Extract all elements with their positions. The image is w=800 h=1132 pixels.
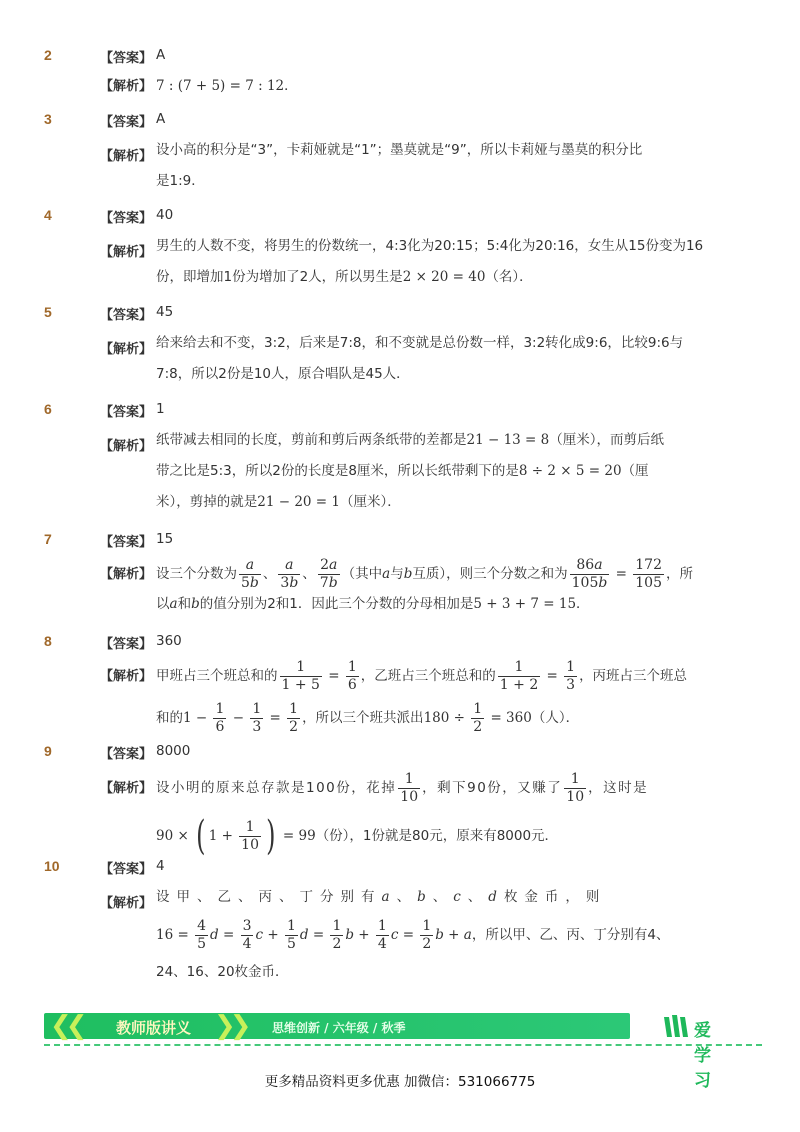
answer-tag: 【答案】 bbox=[100, 637, 153, 652]
analysis-text: ，所 bbox=[665, 565, 693, 582]
analysis-text: （其中 bbox=[341, 565, 383, 582]
answer-value: 8000 bbox=[156, 743, 191, 759]
math-expression: 21 − 20 = 1 bbox=[257, 494, 340, 510]
answer-tag: 【答案】 bbox=[100, 211, 153, 226]
brand-name: 爱学习 bbox=[694, 1021, 711, 1091]
analysis: 【解析】 7 : (7 + 5) = 7 : 12 ． bbox=[156, 71, 768, 102]
answer-value: 4 bbox=[156, 858, 165, 874]
analysis-text: 米），剪掉的就是 bbox=[156, 494, 258, 510]
analysis-tag: 【解析】 bbox=[100, 342, 153, 357]
analysis: 【解析】 设小明的原来总存款是100份，花掉 $\frac{1}{10}$ ，剩下90份，又赚了 $\frac{1}{10}$ ，这时是 90 × ( 1 + $\frac{1}{10}$ ) = 99 （份），1份就是80元，原来有8000元． bbox=[100, 770, 649, 859]
fraction: $\frac{a}{5b}$ bbox=[241, 556, 259, 591]
fraction: $\frac{1}{10}$ bbox=[566, 770, 585, 805]
question-number: 10 bbox=[44, 858, 60, 874]
answer-value: A bbox=[156, 111, 166, 127]
separator: 、 bbox=[302, 565, 316, 582]
brand-logo-icon bbox=[662, 1013, 692, 1039]
fraction: $\frac{1}{1 + 5}$ bbox=[281, 658, 320, 693]
fraction: $\frac{1}{2}$ bbox=[289, 700, 299, 735]
left-paren: ( bbox=[196, 813, 206, 859]
answer-value: 360 bbox=[156, 633, 182, 649]
question-number: 7 bbox=[44, 531, 52, 547]
answer-value: 45 bbox=[156, 304, 174, 320]
analysis-text: 设甲、乙、丙、丁分别有 bbox=[156, 889, 382, 905]
analysis-tag: 【解析】 bbox=[100, 149, 153, 164]
analysis: 【解析】 设甲、乙、丙、丁分别有 a 、 b 、 c 、 d 枚金币，则 16 = $\frac{4}{5}$ d = $\frac{3}{4}$ c + $\frac{1}{5}$ d = $\frac{1}{2}$ b + $\frac{1}{4}$ c = $\frac{1}{2}$ b + a ，所以甲、乙、丙、丁分别有4、 24、16、20枚金币． bbox=[156, 882, 768, 988]
answer-value: 40 bbox=[156, 207, 174, 223]
math-expression: 2 × 20 = 40 bbox=[402, 269, 486, 285]
fraction: $\frac{172}{105}$ bbox=[635, 556, 662, 591]
analysis-text: ，这时是 bbox=[588, 779, 649, 796]
analysis-text: 枚金币，则 bbox=[503, 889, 607, 905]
analysis-text: 带之比是5:3，所以2份的长度是8厘米，所以长纸带剩下的是 bbox=[156, 463, 519, 479]
answer-value: 1 bbox=[156, 401, 165, 417]
analysis-tag: 【解析】 bbox=[100, 896, 153, 911]
analysis-line: 男生的人数不变，将男生的份数统一，4:3化为20:15；5:4化为20:16，女生从15份变为16 bbox=[156, 238, 704, 254]
analysis: 【解析】 设三个分数为 $\frac{a}{5b}$ 、 $\frac{a}{3b}$ 、 $\frac{2a}{7b}$ （其中 a 与 b 互质），则三个分数之和为 $\frac{86a}{105b}$ = $\frac{172}{105}$ ，所 以 a 和 b 的值分别为2和1．因此三个分数的分母相加是 5 + 3 + 7 = 15 ． bbox=[156, 551, 768, 620]
analysis-tag: 【解析】 bbox=[100, 669, 153, 684]
analysis bbox=[100, 328, 768, 390]
fraction: $\frac{a}{3b}$ bbox=[280, 556, 299, 591]
math-expression: 8 ÷ 2 × 5 = 20 bbox=[518, 463, 622, 479]
analysis-text: ，所以甲、乙、丙、丁分别有4、 bbox=[471, 926, 670, 943]
fraction: $\frac{1}{4}$ bbox=[377, 917, 387, 952]
banner-subtitle: 思维创新 / 六年级 / 秋季 bbox=[272, 1021, 406, 1035]
answer-tag: 【答案】 bbox=[100, 862, 153, 877]
answer-tag: 【答案】 bbox=[100, 51, 153, 66]
fraction: $\frac{1}{2}$ bbox=[332, 917, 342, 952]
analysis-text: ，乙班占三个班总和的 bbox=[360, 667, 496, 684]
analysis-tag: 【解析】 bbox=[100, 245, 153, 260]
analysis-line: 是1:9． bbox=[156, 173, 205, 189]
analysis-text: （厘米）． bbox=[339, 494, 401, 510]
analysis bbox=[100, 135, 768, 197]
math-expression: 21 − 13 = 8 bbox=[466, 432, 550, 448]
contact-note: 更多精品资料更多优惠 加微信：531066775 bbox=[264, 1074, 536, 1090]
analysis-text: ． bbox=[576, 596, 590, 612]
analysis-text: （人）． bbox=[531, 709, 580, 726]
fraction: $\frac{3}{4}$ bbox=[242, 917, 252, 952]
analysis bbox=[100, 231, 768, 293]
fraction: $\frac{1}{1 + 2}$ bbox=[499, 658, 539, 693]
analysis-tag: 【解析】 bbox=[100, 781, 153, 796]
analysis-text: （厘 bbox=[621, 463, 649, 479]
answer-tag: 【答案】 bbox=[100, 535, 153, 550]
analysis-tag: 【解析】 bbox=[100, 567, 153, 582]
analysis-text: 甲班占三个班总和的 bbox=[156, 667, 278, 684]
analysis-text: 纸带减去相同的长度，剪前和剪后两条纸带的差都是 bbox=[156, 432, 467, 448]
chevrons-left-icon: ❮❮ bbox=[50, 1011, 82, 1041]
question-number: 6 bbox=[44, 401, 52, 417]
analysis-text: 设小明的原来总存款是100份，花掉 bbox=[156, 779, 397, 796]
math-expression: 5 + 3 + 7 = 15 bbox=[473, 596, 577, 612]
banner-title: 教师版讲义 bbox=[116, 1019, 192, 1037]
question-number: 8 bbox=[44, 633, 52, 649]
chevrons-right-icon: ❯❯ bbox=[214, 1011, 246, 1041]
right-paren: ) bbox=[266, 813, 276, 859]
answer-tag: 【答案】 bbox=[100, 115, 153, 130]
fraction: $\frac{1}{6}$ bbox=[215, 700, 225, 735]
fraction: $\frac{1}{6}$ bbox=[347, 658, 357, 693]
fraction: $\frac{1}{2}$ bbox=[473, 700, 483, 735]
fraction: $\frac{1}{5}$ bbox=[286, 917, 296, 952]
analysis-text: 以 bbox=[156, 596, 170, 612]
fraction: $\frac{1}{3}$ bbox=[566, 658, 576, 693]
fraction: $\frac{1}{10}$ bbox=[241, 818, 259, 853]
analysis-text: 互质），则三个分数之和为 bbox=[412, 565, 568, 582]
analysis-text: （厘米），而剪后纸 bbox=[549, 432, 664, 448]
analysis bbox=[100, 425, 768, 518]
banner-bar bbox=[44, 1013, 630, 1039]
analysis-line: 设小高的积分是“3”，卡莉娅就是“1”；墨莫就是“9”，所以卡莉娅与墨莫的积分比 bbox=[156, 142, 643, 158]
fraction: $\frac{2a}{7b}$ bbox=[319, 556, 338, 591]
analysis-text: 的值分别为2和1．因此三个分数的分母相加是 bbox=[199, 596, 474, 612]
question-number: 5 bbox=[44, 304, 52, 320]
analysis: 【解析】 甲班占三个班总和的 $\frac{1}{1 + 5}$ = $\frac{1}{6}$ ，乙班占三个班总和的 $\frac{1}{1 + 2}$ = $\frac{1}{3}$ ，丙班占三个班总 和的 1 − $\frac{1}{6}$ − $\frac{1}{3}$ = $\frac{1}{2}$ ，所以三个班共派出 180 ÷ $\frac{1}{2}$ = 360 （人）． bbox=[100, 658, 688, 735]
analysis-text: ，丙班占三个班总 bbox=[579, 667, 688, 684]
answer-tag: 【答案】 bbox=[100, 405, 153, 420]
fraction: $\frac{86a}{105b}$ bbox=[571, 556, 608, 591]
answer-tag: 【答案】 bbox=[100, 747, 153, 762]
analysis-line: 给来给去和不变，3:2，后来是7:8，和不变就是总份数一样，3:2转化成9:6，比较9:6与 bbox=[156, 335, 684, 351]
answer-value: 15 bbox=[156, 531, 174, 547]
analysis-text: ，剩下90份，又赚了 bbox=[422, 779, 563, 796]
analysis-line: 7:8，所以2份是10人，原合唱队是45人． bbox=[156, 366, 410, 382]
fraction: $\frac{1}{3}$ bbox=[252, 700, 262, 735]
math-expression: 7 : (7 + 5) = 7 : 12 bbox=[156, 78, 285, 94]
analysis-text: 设三个分数为 bbox=[156, 565, 237, 582]
separator: 、 bbox=[262, 565, 277, 582]
dashed-divider bbox=[44, 1044, 762, 1046]
answer-tag: 【答案】 bbox=[100, 308, 153, 323]
analysis-text: 和的 bbox=[156, 709, 183, 726]
answer-value: A bbox=[156, 47, 166, 63]
analysis-text: 与 bbox=[390, 565, 404, 582]
question-number: 3 bbox=[44, 111, 52, 127]
fraction: $\frac{1}{2}$ bbox=[422, 917, 432, 952]
analysis-text: （名）． bbox=[485, 269, 533, 285]
question-number: 9 bbox=[44, 743, 52, 759]
analysis-tag: 【解析】 bbox=[100, 439, 153, 454]
question-number: 4 bbox=[44, 207, 52, 223]
analysis-text: 份，即增加1份为增加了2人，所以男生是 bbox=[156, 269, 403, 285]
analysis-text: ，所以三个班共派出 bbox=[302, 709, 424, 726]
analysis-text: （份），1份就是80元，原来有8000元． bbox=[315, 827, 559, 844]
analysis-text: 和 bbox=[177, 596, 192, 612]
question-number: 2 bbox=[44, 47, 52, 63]
fraction: $\frac{1}{10}$ bbox=[400, 770, 419, 805]
fraction: $\frac{4}{5}$ bbox=[197, 917, 206, 952]
analysis-line: 24、16、20枚金币． bbox=[156, 964, 289, 980]
analysis-tag: 【解析】 bbox=[100, 79, 153, 94]
